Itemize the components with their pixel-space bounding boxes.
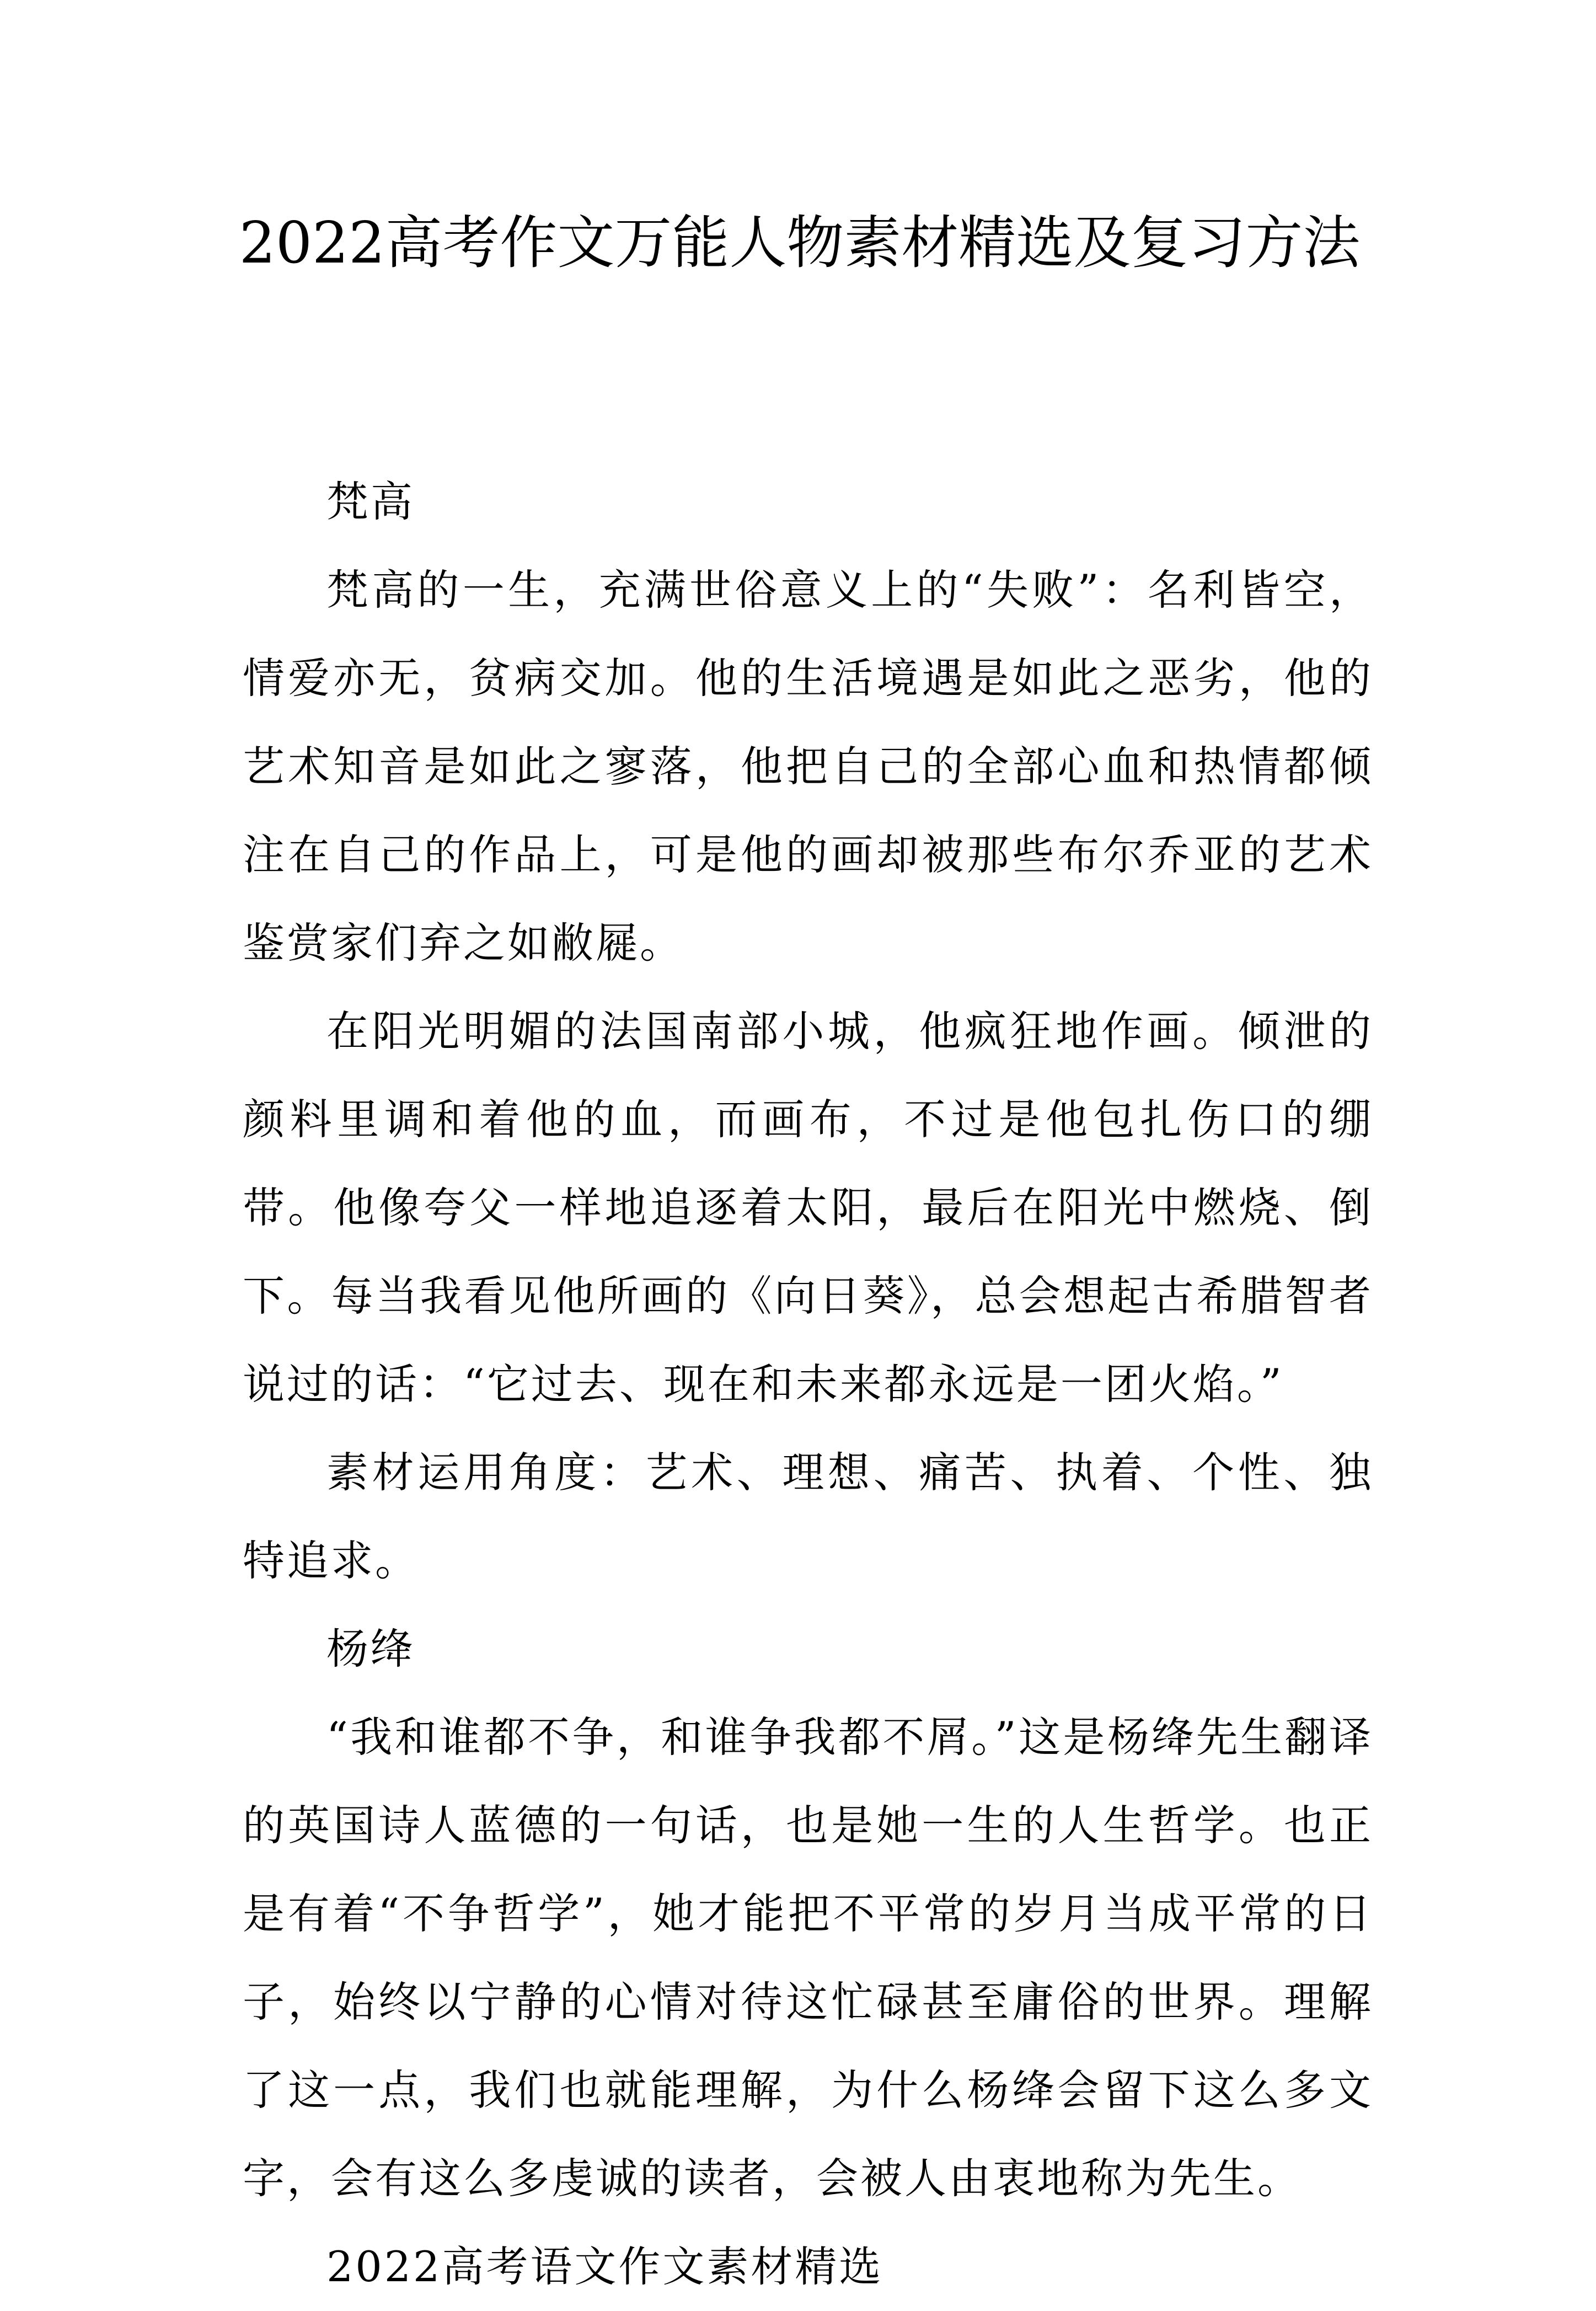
paragraph: 梵高的一生，充满世俗意义上的“失败”：名利皆空，情爱亦无，贫病交加。他的生活境遇是如此之恶劣，他的艺术知音是如此之寥落，他把自己的全部心血和热情都倾注在自己的作品上，可是他的画却被那些布尔乔亚的艺术鉴赏家们弃之如敝屣。 (243, 565, 1373, 967)
section-heading-yang-jiang: 杨绛 (326, 1624, 415, 1673)
section-heading-van-gogh: 梵高 (326, 477, 415, 526)
document-title: 2022高考作文万能人物素材精选及复习方法 (239, 209, 1361, 276)
section-heading-material: 2022高考语文作文素材精选 (326, 2242, 883, 2291)
paragraph: 素材运用角度：艺术、理想、痛苦、执着、个性、独特追求。 (243, 1448, 1373, 1585)
paragraph: “我和谁都不争，和谁争我都不屑。”这是杨绛先生翻译的英国诗人蓝德的一句话，也是她一生的人生哲学。也正是有着“不争哲学”，她才能把不平常的岁月当成平常的日子，始终以宁静的心情对待这忙碌甚至庸俗的世界。理解了这一点，我们也就能理解，为什么杨绛会留下这么多文字，会有这么多虔诚的读者，会被人由衷地称为先生。 (243, 1713, 1373, 2203)
document-body (243, 458, 1373, 2311)
paragraph: 在阳光明媚的法国南部小城，他疯狂地作画。倾泄的颜料里调和着他的血，而画布，不过是他包扎伤口的绷带。他像夸父一样地追逐着太阳，最后在阳光中燃烧、倒下。每当我看见他所画的《向日葵》，总会想起古希腊智者说过的话：“它过去、现在和未来都永远是一团火焰。” (243, 1007, 1373, 1409)
